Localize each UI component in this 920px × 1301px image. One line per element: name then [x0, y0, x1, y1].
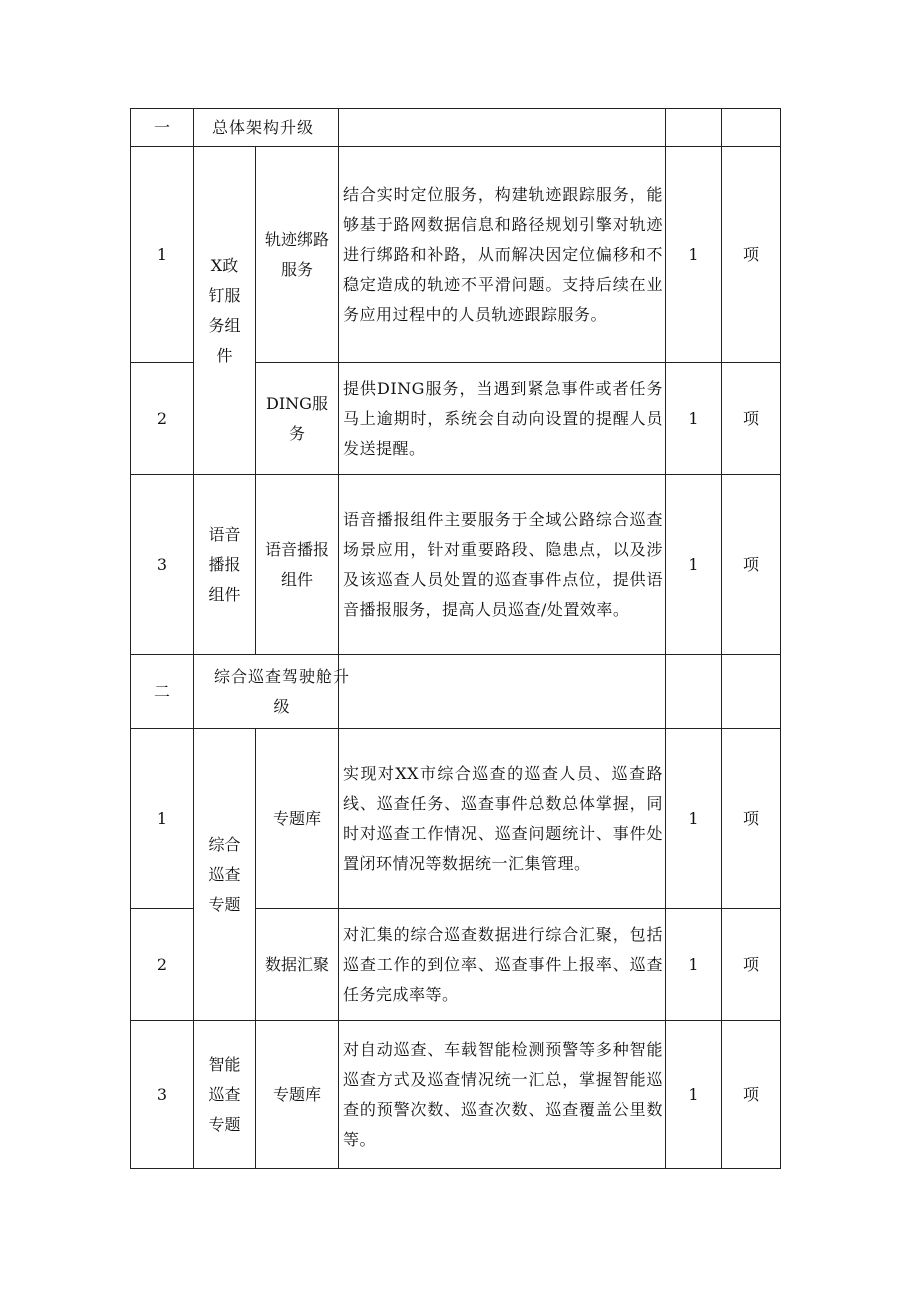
row-index: 1 [131, 729, 194, 909]
empty-cell [722, 109, 781, 147]
empty-cell [339, 109, 666, 147]
row-description: 对自动巡查、车载智能检测预警等多种智能巡查方式及巡查情况统一汇总，掌握智能巡查的预警次数、巡查次数、巡查覆盖公里数等。 [339, 1021, 666, 1169]
row-description: 对汇集的综合巡查数据进行综合汇聚，包括巡查工作的到位率、巡查事件上报率、巡查任务完成率等。 [339, 909, 666, 1021]
row-quantity: 1 [666, 475, 722, 655]
row-category: 语音播报组件 [194, 475, 256, 655]
row-quantity: 1 [666, 909, 722, 1021]
row-quantity: 1 [666, 729, 722, 909]
row-description: 实现对XX市综合巡查的巡查人员、巡查路线、巡查任务、巡查事件总数总体掌握，同时对巡查工作情况、巡查问题统计、事件处置闭环情况等数据统一汇集管理。 [339, 729, 666, 909]
row-component: 专题库 [256, 729, 339, 909]
section-header-row [131, 109, 781, 147]
row-index: 3 [131, 475, 194, 655]
empty-cell [722, 655, 781, 729]
row-category: 智能巡查专题 [194, 1021, 256, 1169]
row-unit: 项 [722, 729, 781, 909]
empty-cell [666, 109, 722, 147]
empty-cell [339, 655, 666, 729]
row-index: 1 [131, 147, 194, 363]
row-component: 轨迹绑路服务 [256, 147, 339, 363]
row-quantity: 1 [666, 363, 722, 475]
row-unit: 项 [722, 147, 781, 363]
row-component: DING服务 [256, 363, 339, 475]
row-quantity: 1 [666, 147, 722, 363]
section-number: 二 [131, 655, 194, 729]
requirements-table [130, 108, 781, 1169]
row-description: 结合实时定位服务，构建轨迹跟踪服务，能够基于路网数据信息和路径规划引擎对轨迹进行绑路和补路，从而解决因定位偏移和不稳定造成的轨迹不平滑问题。支持后续在业务应用过程中的人员轨迹跟踪服务。 [339, 147, 666, 363]
row-unit: 项 [722, 363, 781, 475]
section-header-row [131, 655, 781, 729]
section-title: 综合巡查驾驶舱升级 [194, 655, 339, 729]
empty-cell [666, 655, 722, 729]
row-index: 2 [131, 363, 194, 475]
row-unit: 项 [722, 1021, 781, 1169]
table-row [131, 147, 781, 363]
row-unit: 项 [722, 475, 781, 655]
row-component: 语音播报组件 [256, 475, 339, 655]
row-description: 语音播报组件主要服务于全域公路综合巡查场景应用，针对重要路段、隐患点，以及涉及该巡查人员处置的巡查事件点位，提供语音播报服务，提高人员巡查/处置效率。 [339, 475, 666, 655]
row-index: 3 [131, 1021, 194, 1169]
row-category: X政钉服务组件 [194, 147, 256, 475]
section-title: 总体架构升级 [194, 109, 339, 147]
table-row [131, 729, 781, 909]
row-quantity: 1 [666, 1021, 722, 1169]
section-number: 一 [131, 109, 194, 147]
row-description: 提供DING服务，当遇到紧急事件或者任务马上逾期时，系统会自动向设置的提醒人员发送提醒。 [339, 363, 666, 475]
row-component: 专题库 [256, 1021, 339, 1169]
row-unit: 项 [722, 909, 781, 1021]
row-category: 综合巡查专题 [194, 729, 256, 1021]
row-index: 2 [131, 909, 194, 1021]
row-component: 数据汇聚 [256, 909, 339, 1021]
table-row [131, 475, 781, 655]
table-row [131, 1021, 781, 1169]
